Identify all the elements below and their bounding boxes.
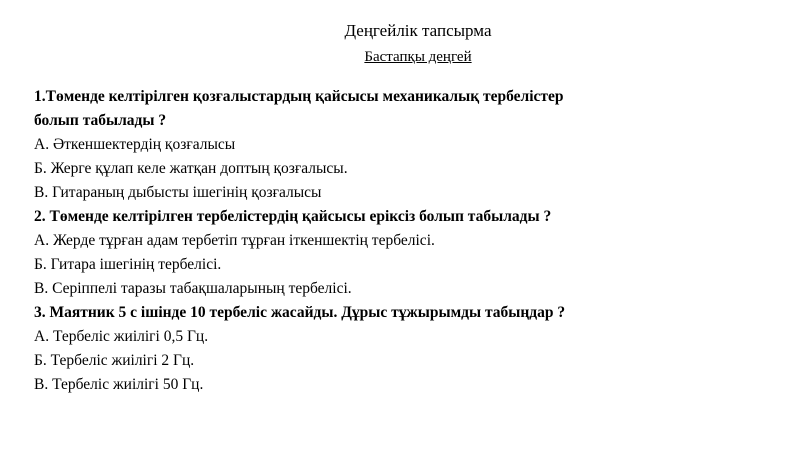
page-title: Деңгейлік тапсырма	[344, 21, 492, 40]
answer-option: В. Гитараның дыбысты ішегінің қозғалысы	[34, 184, 322, 201]
questions-list	[34, 85, 774, 397]
answer-option: Б. Жерге құлап келе жатқан доптың қозғалысы.	[34, 160, 348, 177]
question-text: 1.Төменде келтірілген қозғалыстардың қайсысы механикалық тербелістер	[34, 88, 564, 105]
answer-option: Б. Гитара ішегінің тербелісі.	[34, 256, 222, 273]
answer-option: Б. Тербеліс жиілігі 2 Гц.	[34, 352, 195, 369]
question-text: 2. Төменде келтірілген тербелістердің қайсысы еріксіз болып табылады ?	[34, 208, 552, 225]
question-text-continued: болып табылады ?	[34, 112, 167, 129]
question-block	[34, 301, 774, 397]
answer-option: А. Жерде тұрған адам тербетіп тұрған іткеншектің тербелісі.	[34, 232, 435, 249]
page-subtitle	[18, 47, 800, 67]
answer-option: А. Әткеншектердің қозғалысы	[34, 136, 236, 153]
answer-option: В. Серіппелі таразы табақшаларының тербелісі.	[34, 280, 352, 297]
answer-option: А. Тербеліс жиілігі 0,5 Гц.	[34, 328, 209, 345]
question-text: 3. Маятник 5 с ішінде 10 тербеліс жасайды. Дұрыс тұжырымды табыңдар ?	[34, 304, 566, 321]
question-block	[34, 85, 774, 205]
question-block	[34, 205, 774, 301]
subtitle-text: Бастапқы деңгей	[364, 49, 472, 65]
answer-option: В. Тербеліс жиілігі 50 Гц.	[34, 376, 204, 393]
